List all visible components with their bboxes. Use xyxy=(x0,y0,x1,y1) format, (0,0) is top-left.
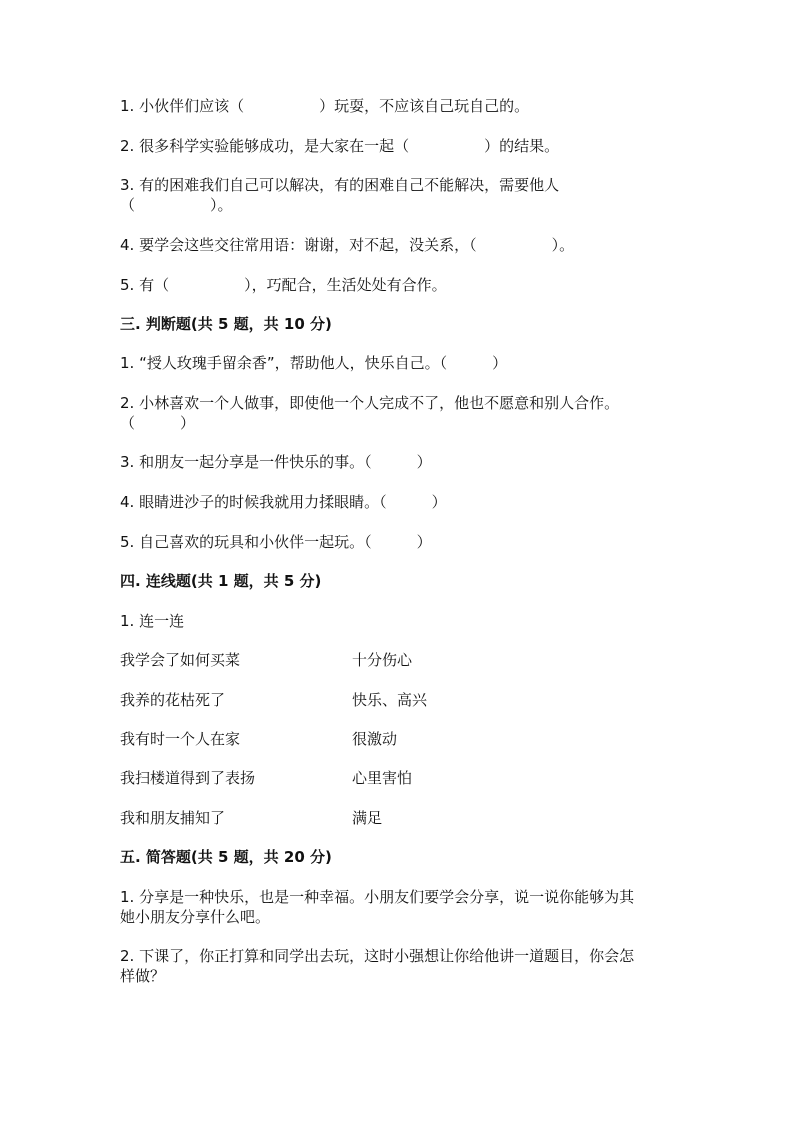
fill-blank-item-1: 1. 小伙伴们应该（ ）玩耍，不应该自己玩自己的。 xyxy=(120,97,530,115)
matching-right-1: 十分伤心 xyxy=(352,651,413,669)
matching-left-3: 我有时一个人在家 xyxy=(120,730,241,748)
matching-left-1: 我学会了如何买菜 xyxy=(120,651,241,669)
judge-item-4: 4. 眼睛进沙子的时候我就用力揉眼睛。（ ） xyxy=(120,493,447,511)
matching-left-2: 我养的花枯死了 xyxy=(120,691,226,709)
fill-blank-item-3-line-2: （ ）。 xyxy=(120,196,233,214)
short-answer-1-line-1: 1. 分享是一种快乐，也是一种幸福。小朋友们要学会分享，说一说你能够为其 xyxy=(120,888,635,906)
matching-right-2: 快乐、高兴 xyxy=(352,691,428,709)
matching-right-3: 很激动 xyxy=(352,730,398,748)
judge-item-1: 1. “授人玫瑰手留余香”，帮助他人，快乐自己。（ ） xyxy=(120,354,508,372)
matching-left-4: 我扫楼道得到了表扬 xyxy=(120,769,256,787)
judge-item-3: 3. 和朋友一起分享是一件快乐的事。（ ） xyxy=(120,453,432,471)
matching-right-4: 心里害怕 xyxy=(352,769,413,787)
matching-left-5: 我和朋友捕知了 xyxy=(120,809,226,827)
fill-blank-item-4: 4. 要学会这些交往常用语：谢谢，对不起，没关系，（ ）。 xyxy=(120,236,575,254)
fill-blank-item-2: 2. 很多科学实验能够成功，是大家在一起（ ）的结果。 xyxy=(120,137,560,155)
judge-item-2-line-1: 2. 小林喜欢一个人做事，即使他一个人完成不了，他也不愿意和别人合作。 xyxy=(120,394,620,412)
fill-blank-item-3-line-1: 3. 有的困难我们自己可以解决，有的困难自己不能解决，需要他人 xyxy=(120,176,560,194)
section-3-title: 三. 判断题(共 5 题，共 10 分) xyxy=(120,315,332,333)
short-answer-2-line-2: 样做？ xyxy=(120,967,166,985)
fill-blank-item-5: 5. 有（ ），巧配合，生活处处有合作。 xyxy=(120,276,447,294)
short-answer-2-line-1: 2. 下课了，你正打算和同学出去玩，这时小强想让你给他讲一道题目，你会怎 xyxy=(120,947,635,965)
matching-question: 1. 连一连 xyxy=(120,612,185,630)
judge-item-2-line-2: （ ） xyxy=(120,414,196,432)
judge-item-5: 5. 自己喜欢的玩具和小伙伴一起玩。（ ） xyxy=(120,533,432,551)
matching-right-5: 满足 xyxy=(352,809,383,827)
section-4-title: 四. 连线题(共 1 题，共 5 分) xyxy=(120,572,322,590)
section-5-title: 五. 简答题(共 5 题，共 20 分) xyxy=(120,848,332,866)
short-answer-1-line-2: 她小朋友分享什么吧。 xyxy=(120,908,271,926)
